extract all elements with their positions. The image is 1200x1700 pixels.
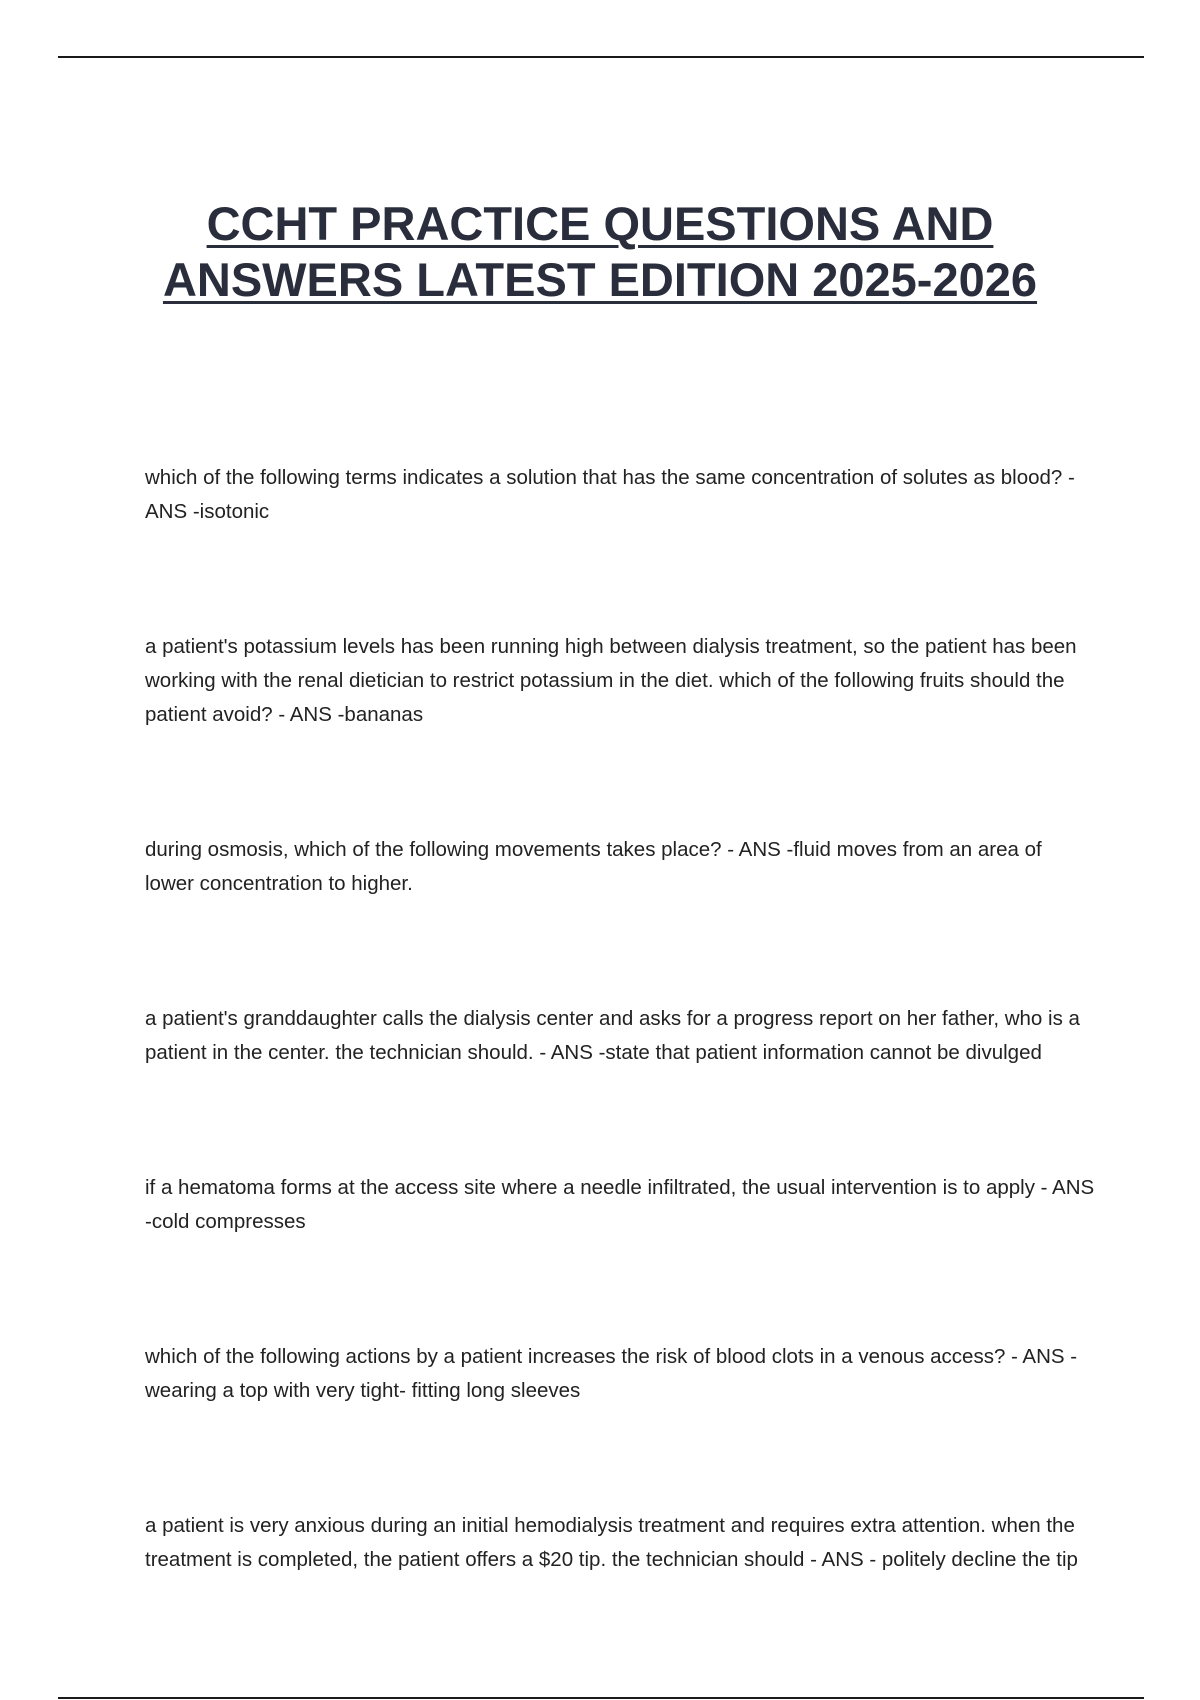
document-title: CCHT PRACTICE QUESTIONS AND ANSWERS LATEST EDITION 2025-2026 <box>162 197 1038 306</box>
qa-item: a patient's potassium levels has been running high between dialysis treatment, so the patient has been working with the renal dietician to restrict potassium in the diet. which of the following fruits should the patient avoid? - ANS -bananas <box>145 635 1077 726</box>
footer-rule <box>58 1697 1144 1699</box>
qa-item: during osmosis, which of the following movements takes place? - ANS -fluid moves from an area of lower concentration to higher. <box>145 838 1042 895</box>
qa-item: if a hematoma forms at the access site where a needle infiltrated, the usual intervention is to apply - ANS -cold compresses <box>145 1176 1095 1233</box>
qa-list <box>145 461 1095 1678</box>
header-rule <box>58 56 1144 58</box>
qa-item: which of the following terms indicates a solution that has the same concentration of solutes as blood? - ANS -isotonic <box>145 466 1075 523</box>
qa-item: a patient is very anxious during an initial hemodialysis treatment and requires extra attention. when the treatment is completed, the patient offers a $20 tip. the technician should - ANS - politely decline the tip <box>145 1514 1078 1571</box>
qa-item: a patient's granddaughter calls the dialysis center and asks for a progress report on her father, who is a patient in the center. the technician should. - ANS -state that patient information cannot be divulged <box>145 1007 1080 1064</box>
qa-item: which of the following actions by a patient increases the risk of blood clots in a venous access? - ANS -wearing a top with very tight- fitting long sleeves <box>145 1345 1078 1402</box>
